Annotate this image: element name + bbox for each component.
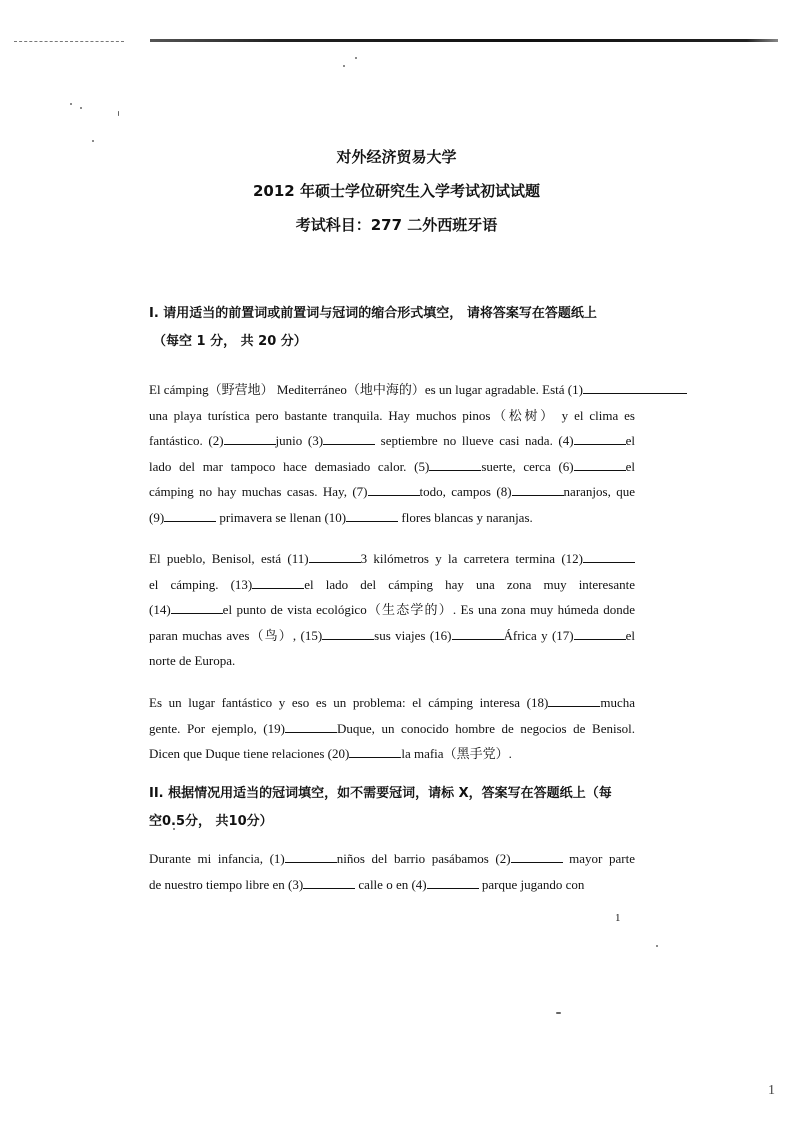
answer-blank	[574, 628, 626, 640]
answer-blank	[512, 484, 564, 496]
section-1-points: （每空 1 分， 共 20 分）	[153, 334, 307, 349]
header-rule	[150, 39, 778, 42]
page-number: 1	[615, 912, 621, 924]
exam-subject: 考试科目：277 二外西班牙语	[295, 216, 498, 234]
answer-blank	[323, 433, 375, 445]
scan-speck	[556, 1012, 561, 1014]
exam-title: 2012 年硕士学位研究生入学考试初试试题	[253, 182, 540, 200]
text-line: de nuestro tiempo libre en (3) calle o en (4) parque jugando con	[149, 876, 585, 892]
text-line: paran muchas aves（鸟）, (15) sus viajes (16) África y (17) el	[149, 627, 635, 643]
scan-speck	[343, 65, 345, 67]
answer-blank	[452, 628, 504, 640]
answer-blank	[349, 746, 401, 758]
answer-blank	[303, 877, 355, 889]
answer-blank	[224, 433, 276, 445]
text-line: gente. Por ejemplo, (19) Duque, un conocido hombre de negocios de Benisol.	[149, 720, 636, 736]
answer-blank	[427, 877, 479, 889]
answer-blank	[635, 382, 687, 394]
text-line: Es un lugar fantástico y eso es un problema: el cámping interesa (18) mucha	[149, 695, 635, 710]
scan-speck	[118, 111, 119, 116]
section-1-paragraph-3	[149, 690, 635, 767]
text-line: norte de Europa.	[149, 653, 236, 668]
section-2-title: II. 根据情况用适当的冠词填空，如不需要冠词，请标 X，答案写在答题纸上（每	[149, 786, 612, 801]
answer-blank	[252, 577, 304, 589]
answer-blank	[346, 510, 398, 522]
answer-blank	[511, 851, 563, 863]
answer-blank	[368, 484, 420, 496]
section-2-points: 空0.5分， 共10分）	[149, 814, 273, 829]
text-line: una playa turística pero bastante tranquila. Hay muchos pinos（松树） y el clima es	[149, 407, 635, 423]
section-1-paragraph-2	[149, 546, 635, 674]
scan-artifact-dashes	[14, 41, 124, 42]
answer-blank	[164, 510, 216, 522]
scan-speck	[92, 140, 94, 142]
text-line: fantástico. (2) junio (3) septiembre no llueve casi nada. (4) el	[149, 433, 635, 448]
answer-blank	[309, 551, 361, 563]
text-line: cámping no hay muchas casas. Hay, (7) todo, campos (8) naranjos, que	[149, 484, 636, 499]
text-line: (14) el punto de vista ecológico（生态学的）. Es una zona muy húmeda donde	[149, 602, 635, 617]
scan-speck	[355, 57, 357, 59]
answer-blank	[583, 551, 635, 563]
answer-blank	[285, 721, 337, 733]
answer-blank	[285, 851, 337, 863]
answer-blank	[574, 459, 626, 471]
scan-page-number: 1	[768, 1083, 775, 1098]
scan-speck	[80, 107, 82, 109]
section-1-paragraph-1	[149, 377, 635, 530]
text-line: lado del mar tampoco hace demasiado calor. (5) suerte, cerca (6) el	[149, 458, 635, 474]
answer-blank	[548, 695, 600, 707]
answer-blank	[171, 602, 223, 614]
text-line: el cámping. (13) el lado del cámping hay una zona muy interesante	[149, 576, 635, 592]
section-1-instructions	[149, 300, 637, 356]
text-line: El pueblo, Benisol, está (11) 3 kilómetros y la carretera termina (12)	[149, 546, 635, 572]
answer-blank	[574, 433, 626, 445]
answer-blank	[583, 382, 635, 394]
text-line: (9) primavera se llenan (10) flores blancas y naranjas.	[149, 509, 533, 525]
answer-blank	[322, 628, 374, 640]
section-2-instructions	[149, 780, 637, 836]
text-line: Durante mi infancia, (1) niños del barrio pasábamos (2) mayor parte	[149, 851, 635, 866]
text-line: Dicen que Duque tiene relaciones (20) la mafia（黑手党）.	[149, 746, 512, 761]
text-line: El cámping（野营地） Mediterráneo（地中海的）es un lugar agradable. Está (1)	[149, 377, 635, 403]
answer-blank	[429, 459, 481, 471]
section-1-title: I. 请用适当的前置词或前置词与冠词的缩合形式填空， 请将答案写在答题纸上	[149, 306, 597, 321]
section-2-paragraph-1	[149, 846, 635, 897]
university-name: 对外经济贸易大学	[336, 148, 457, 166]
scan-speck	[70, 103, 72, 105]
scan-speck	[656, 945, 658, 947]
